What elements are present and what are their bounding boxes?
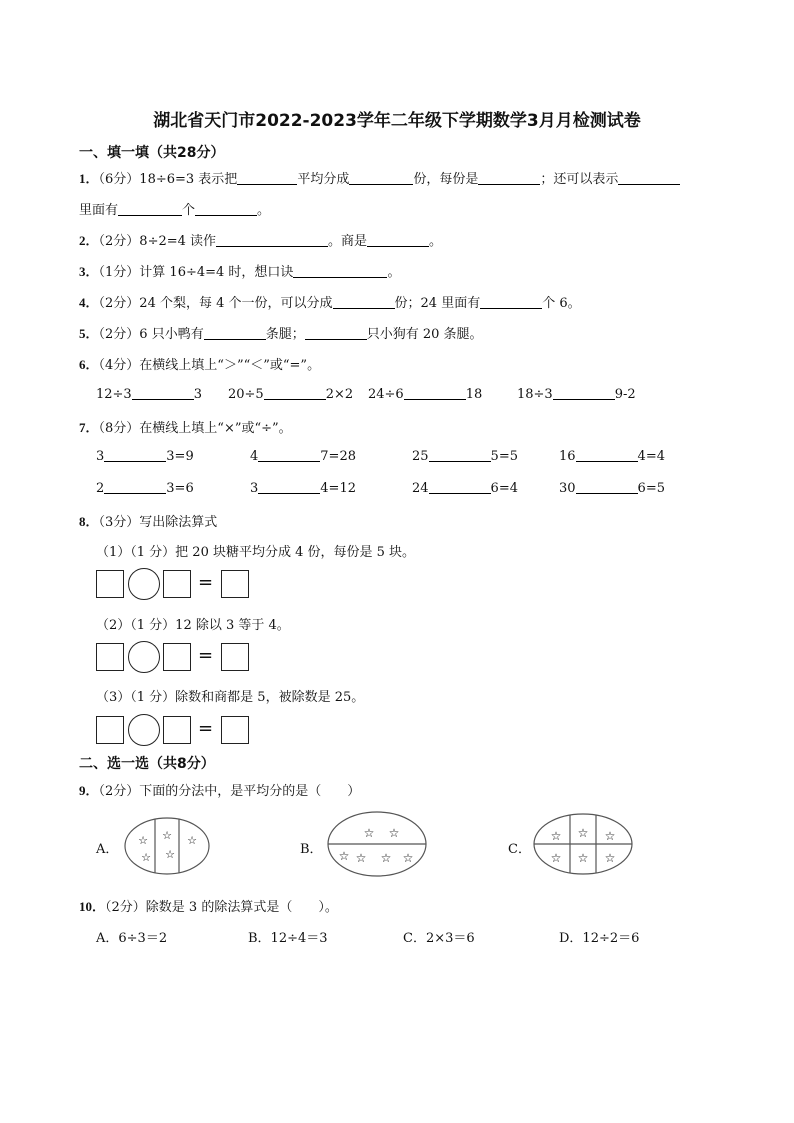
- question-6: 6．（4分）在横线上填上“＞”“＜”或“=”。: [79, 357, 321, 373]
- operator-item: 3 3=9: [96, 449, 194, 464]
- answer-blank[interactable]: [576, 448, 638, 462]
- equals-sign: =: [198, 572, 214, 593]
- answer-blank[interactable]: [258, 480, 320, 494]
- answer-box[interactable]: [96, 643, 124, 671]
- page-title: 湖北省天门市2022-2023学年二年级下学期数学3月月检测试卷: [153, 111, 641, 131]
- answer-blank[interactable]: [293, 264, 387, 278]
- answer-blank[interactable]: [104, 448, 166, 462]
- answer-blank[interactable]: [349, 171, 413, 185]
- answer-blank[interactable]: [104, 480, 166, 494]
- star-icon: ☆: [577, 851, 589, 865]
- section-heading-fill: 一、填一填（共28分）: [79, 145, 225, 161]
- subquestion-8-2: （2）（1 分）12 除以 3 等于 4。: [96, 618, 290, 633]
- compare-item: 24÷6 18: [368, 387, 483, 402]
- operator-item: 3 4=12: [250, 481, 356, 496]
- option-b-figure[interactable]: [326, 810, 428, 878]
- answer-blank[interactable]: [478, 171, 540, 185]
- question-4: 4．（2分）24 个梨，每 4 个一份，可以分成 份；24 里面有 个 6。: [79, 295, 581, 311]
- answer-blank[interactable]: [480, 295, 542, 309]
- answer-blank[interactable]: [195, 202, 257, 216]
- star-icon: ☆: [138, 834, 148, 847]
- operator-item: 2 3=6: [96, 481, 194, 496]
- option-a[interactable]: A．6÷3＝2: [96, 931, 168, 946]
- operator-item: 24 6=4: [412, 481, 518, 496]
- question-1-line2: 里面有 个 。: [79, 203, 271, 218]
- answer-blank[interactable]: [429, 480, 491, 494]
- star-icon: ☆: [402, 851, 414, 865]
- answer-blank[interactable]: [367, 233, 429, 247]
- operator-item: 16 4=4: [559, 449, 665, 464]
- question-5: 5．（2分）6 只小鸭有 条腿； 只小狗有 20 条腿。: [79, 326, 483, 342]
- operator-item: 25 5=5: [412, 449, 518, 464]
- star-icon: ☆: [338, 849, 350, 863]
- answer-box[interactable]: [163, 643, 191, 671]
- question-10: 10．（2分）除数是 3 的除法算式是（ ）。: [79, 899, 338, 915]
- star-icon: ☆: [162, 829, 172, 842]
- star-icon: ☆: [380, 851, 392, 865]
- star-icon: ☆: [604, 829, 616, 843]
- star-icon: ☆: [550, 851, 562, 865]
- answer-box[interactable]: [221, 643, 249, 671]
- compare-item: 20÷5 2×2: [228, 387, 354, 402]
- star-icon: ☆: [577, 826, 589, 840]
- subquestion-8-1: （1）（1 分）把 20 块糖平均分成 4 份，每份是 5 块。: [96, 545, 416, 560]
- compare-item: 18÷3 9-2: [517, 387, 636, 402]
- option-c[interactable]: C．2×3＝6: [403, 931, 475, 946]
- equals-sign: =: [198, 645, 214, 666]
- compare-item: 12÷3 3: [96, 387, 202, 402]
- answer-blank[interactable]: [305, 326, 367, 340]
- star-icon: ☆: [355, 851, 367, 865]
- equals-sign: =: [198, 718, 214, 739]
- option-a-figure[interactable]: [123, 816, 211, 876]
- answer-blank[interactable]: [264, 386, 326, 400]
- answer-blank[interactable]: [237, 171, 297, 185]
- answer-blank[interactable]: [576, 480, 638, 494]
- option-a-label[interactable]: A．: [96, 842, 119, 857]
- answer-box[interactable]: [96, 570, 124, 598]
- star-icon: ☆: [604, 851, 616, 865]
- star-icon: ☆: [550, 829, 562, 843]
- operator-circle[interactable]: [128, 568, 160, 600]
- operator-circle[interactable]: [128, 714, 160, 746]
- question-1: 1．（6分）18÷6=3 表示把 平均分成 份，每份是 ；还可以表示: [79, 168, 680, 187]
- answer-box[interactable]: [163, 570, 191, 598]
- answer-blank[interactable]: [333, 295, 395, 309]
- answer-blank[interactable]: [404, 386, 466, 400]
- answer-blank[interactable]: [118, 202, 182, 216]
- question-number: 1．: [79, 171, 99, 186]
- answer-box[interactable]: [221, 570, 249, 598]
- answer-blank[interactable]: [258, 448, 320, 462]
- star-icon: ☆: [141, 851, 151, 864]
- option-c-label[interactable]: C．: [508, 842, 531, 857]
- question-7: 7．（8分）在横线上填上“×”或“÷”。: [79, 420, 292, 436]
- question-8: 8．（3分）写出除法算式: [79, 514, 218, 530]
- option-b-label[interactable]: B．: [300, 842, 323, 857]
- operator-item: 30 6=5: [559, 481, 665, 496]
- answer-box[interactable]: [96, 716, 124, 744]
- answer-blank[interactable]: [429, 448, 491, 462]
- answer-blank[interactable]: [618, 171, 680, 185]
- answer-blank[interactable]: [132, 386, 194, 400]
- answer-blank[interactable]: [216, 233, 328, 247]
- option-b[interactable]: B．12÷4＝3: [248, 931, 328, 946]
- subquestion-8-3: （3）（1 分）除数和商都是 5，被除数是 25。: [96, 690, 365, 705]
- answer-blank[interactable]: [204, 326, 266, 340]
- question-3: 3．（1分）计算 16÷4=4 时，想口诀 。: [79, 264, 401, 280]
- option-d[interactable]: D．12÷2＝6: [559, 931, 640, 946]
- operator-circle[interactable]: [128, 641, 160, 673]
- section-heading-choice: 二、选一选（共8分）: [79, 756, 215, 772]
- answer-box[interactable]: [163, 716, 191, 744]
- answer-blank[interactable]: [553, 386, 615, 400]
- star-icon: ☆: [165, 848, 175, 861]
- question-9: 9．（2分）下面的分法中，是平均分的是（ ）: [79, 783, 361, 799]
- question-2: 2．（2分）8÷2=4 读作 。商是 。: [79, 233, 443, 249]
- star-icon: ☆: [187, 834, 197, 847]
- star-icon: ☆: [388, 826, 400, 840]
- option-c-figure[interactable]: [532, 812, 634, 876]
- answer-box[interactable]: [221, 716, 249, 744]
- star-icon: ☆: [363, 826, 375, 840]
- operator-item: 4 7=28: [250, 449, 356, 464]
